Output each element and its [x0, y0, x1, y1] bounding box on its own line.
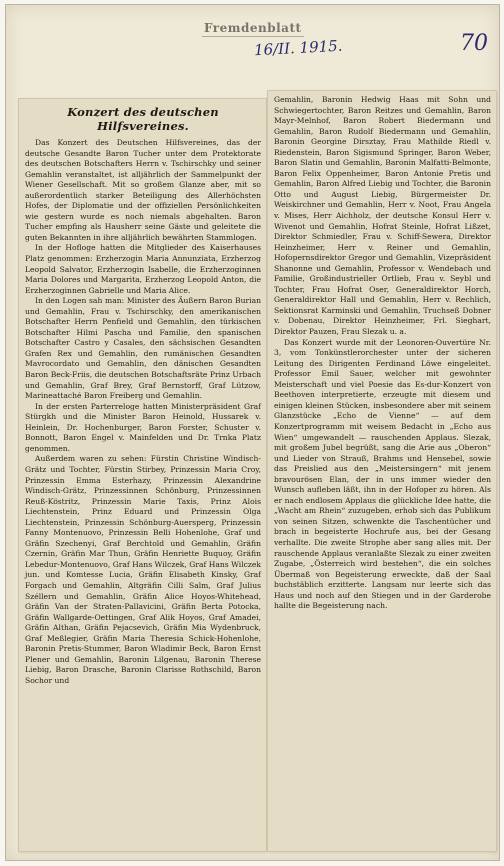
right-column-text — [274, 95, 491, 612]
paragraph: Das Konzert wurde mit der Leonoren-Ouvertüre Nr. 3, vom Tonkünstlerorchester unter der sicheren Leitung des Dirigenten Ferdinand Löwe eingeleitet. Professor Emil Sauer, welcher mit gewohnter Meisterschaft und viel Poesie das Es-dur-Konzert von Beethoven interpretierte, erzeugte mit diesem und einigen kleinen Stücken, insbesondere aber mit seinem Glanzstücke „Echo de Vienne“ — auf dem Konzertprogramm mit weisem Bedacht in „Echo aus Wien“ umgewandelt — rauschenden Applaus. Slezak, mit großem Jubel begrüßt, sang die Arie aus „Oberon“ und Lieder von Strauß, Brahms und Hensebel, sowie das Preislied aus den „Meistersingern“ mit jenem bravourösen Elan, der in uns immer wieder den Wunsch aufleben läßt, ihn in der Hofoper zu hören. Als er nach endlosem Applaus die glückliche Idee hatte, die „Wacht am Rhein“ zuzugeben, erhob sich das Publikum von seinen Sitzen, schwenkte die Taschentücher und brach in begeisterte Hochrufe aus, bei der Gesang verhallte. Die zweite Strophe aber sang alles mit. Der rauschende Applaus veranlaßte Slezak zu einer zweiten Zugabe, „Österreich wird bestehen“, die ein solches Übermaß von Begeisterung erweckte, daß der Saal buchstäblich erzitterte. Langsam nur leerte sich das Haus und noch auf den Stiegen und in der Garderobe hallte die Begeisterung nach. — [274, 337, 491, 611]
handwritten-date: 16/II. 1915. — [253, 36, 343, 60]
left-column-text — [25, 103, 261, 686]
paragraph: In der Hofloge hatten die Mitglieder des Kaiserhauses Platz genommen: Erzherzogin Maria Annunziata, Erzherzog Leopold Salvator, Erzherzogin Isabelle, die Erzherzoginnen Maria Dolores und Margarita, Erzherzog Leopold Anton, die Erzherzoginnen Gabrielle und Maria Alice. — [25, 243, 261, 295]
paragraph: Gemahlin, Baronin Hedwig Haas mit Sohn und Schwiegertochter, Baron Reitzes und Gemahlin, Baron Mayr-Melnhof, Baron Robert Biedermann und Gemahlin, Baron Rudolf Biedermann und Gemahlin, Baronin Georgine Dirsztay, Frau Mathilde Riedl v. Riedenstein, Baron Sigismund Springer, Baron Weber, Baron Slatin und Gemahlin, Baronin Malfatti-Belmonte, Baron Felix Oppenheimer, Baron Antonie Pretis und Gemahlin, Baron Alfred Liebig und Tochter, die Baronin Otto und August Liebig, Bürgermeister Dr. Weiskirchner und Gemahlin, Herr v. Noot, Frau Angela v. Mises, Herr Aichholz, der deutsche Konsul Herr v. Wivenot und Gemahlin, Hofrat Steinle, Hofrat Lißzet, Direktor Schmiedler, Frau v. Schiff-Sewera, Direktor Heinzheimer, Herr v. Reiner und Gemahlin, Hofopernsdirektor Gregor und Gemahlin, Vizepräsident Shanonne und Gemahlin, Professor v. Wendebach und Familie, Großindustrieller Ortlieb, Frau v. Seybl und Tochter, Frau Hofrat Oser, Generaldirektor Horch, Generaldirektor Hall und Gemahlin, Herr v. Rechlich, Sektionsrat Karminski und Gemahlin, Truchseß Dobner v. Dobenau, Direktor Heinzheimer, Frl. Sieghart, Direktor Pauzen, Frau Slezak u. a. — [274, 95, 491, 337]
paragraph: In den Logen sah man: Minister des Äußern Baron Burian und Gemahlin, Frau v. Tschirschky, den amerikanischen Botschafter Herrn Penfield und Gemahlin, den türkischen Botschafter Hilmi Pascha und Familie, den spanischen Botschafter Castro y Casales, den sächsischen Gesandten Grafen Rex und Gemahlin, den rumänischen Gesandten Mavrocordato und Gemahlin, den dänischen Gesandten Baron Beck-Friis, die deutschen Botschaftsräte Prinz Urbach und Gemahlin, Graf Brey, Graf Bernstorff, Graf Lützow, Marineattaché Baron Freiberg und Gemahlin. — [25, 296, 261, 401]
archive-sheet — [5, 4, 500, 861]
paragraph: In der ersten Parterreloge hatten Ministerpräsident Graf Stürgkh und die Minister Baron Heinold, Hussarek v. Heinlein, Dr. Hochenburger, Baron Forster, Schuster v. Bonnott, Baron Engel v. Mainfelden und Dr. Trnka Platz genommen. — [25, 401, 261, 453]
paragraph: Außerdem waren zu sehen: Fürstin Christine Windisch-Grätz und Tochter, Fürstin Stirbey, Prinzessin Maria Croy, Prinzessin Emma Esterhazy, Prinzessin Alexandrine Windisch-Grätz, Prinzessinnen Schönburg, Prinzessinnen Reuß-Köstritz, Prinzessin Marie Taxis, Prinz Alois Liechtenstein, Prinz Eduard und Prinzessin Olga Liechtenstein, Prinzessin Schönburg-Auersperg, Prinzessin Fanny Montenuovo, Prinzessin Belli Hohenlohe, Graf und Gräfin Szechenyi, Graf Berchtold und Gemahlin, Gräfin Czernin, Gräfin Mar Thun, Gräfin Henriette Buquoy, Gräfin Lebedur-Montenuovo, Graf Hans Wilczek, Graf Hans Wilczek jun. und Komtesse Lucia, Gräfin Elisabeth Kinsky, Graf Forgach und Gemahlin, Altgräfin Cilli Salm, Graf Julius Széllern und Gemahlin, Gräfin Alice Hoyos-Whitehead, Gräfin Van der Straten-Pallavicini, Gräfin Berta Potocka, Gräfin Wallgarde-Oettingen, Graf Alik Hoyos, Graf Amadei, Gräfin Althan, Gräfin Pejacsevich, Gräfin Mia Wydenbruck, Graf Meßlegier, Gräfin Maria Theresia Schick-Hohenlohe, Baronin Pretis-Stummer, Baron Wladimir Beck, Baron Ernst Plener und Gemahlin, Baronin Lilgenau, Baronin Therese Liebig, Baron Drasche, Baronin Clarisse Rothschild, Baron Sochor und — [25, 454, 261, 685]
newspaper-stamp: Fremdenblatt — [204, 21, 302, 35]
handwritten-number: 70 — [460, 31, 488, 56]
clipping-right-column — [268, 91, 496, 851]
paragraph: Das Konzert des Deutschen Hilfsvereines, das der deutsche Gesandte Baron Tucher unter dem Protektorate des deutschen Botschafters Herrn v. Tschirschky und seiner Gemahlin veranstaltet, ist alljährlich der Sammelpunkt der Wiener Gesellschaft. Mit so großem Glanze aber, mit so außerordentlich starker Beteiligung des Allerhöchsten Hofes, der Diplomatie und der offiziellen Persönlichkeiten wie gestern wurde es noch niemals abgehalten. Baron Tucher empfing als Hausherr seine Gäste und geleitete die guten Bekannten in ihre alljährlich bewährten Stammlogen. — [25, 138, 261, 242]
article-headline: Konzert des deutschen Hilfsvereines. — [67, 105, 219, 133]
clipping-left-column — [19, 99, 266, 851]
